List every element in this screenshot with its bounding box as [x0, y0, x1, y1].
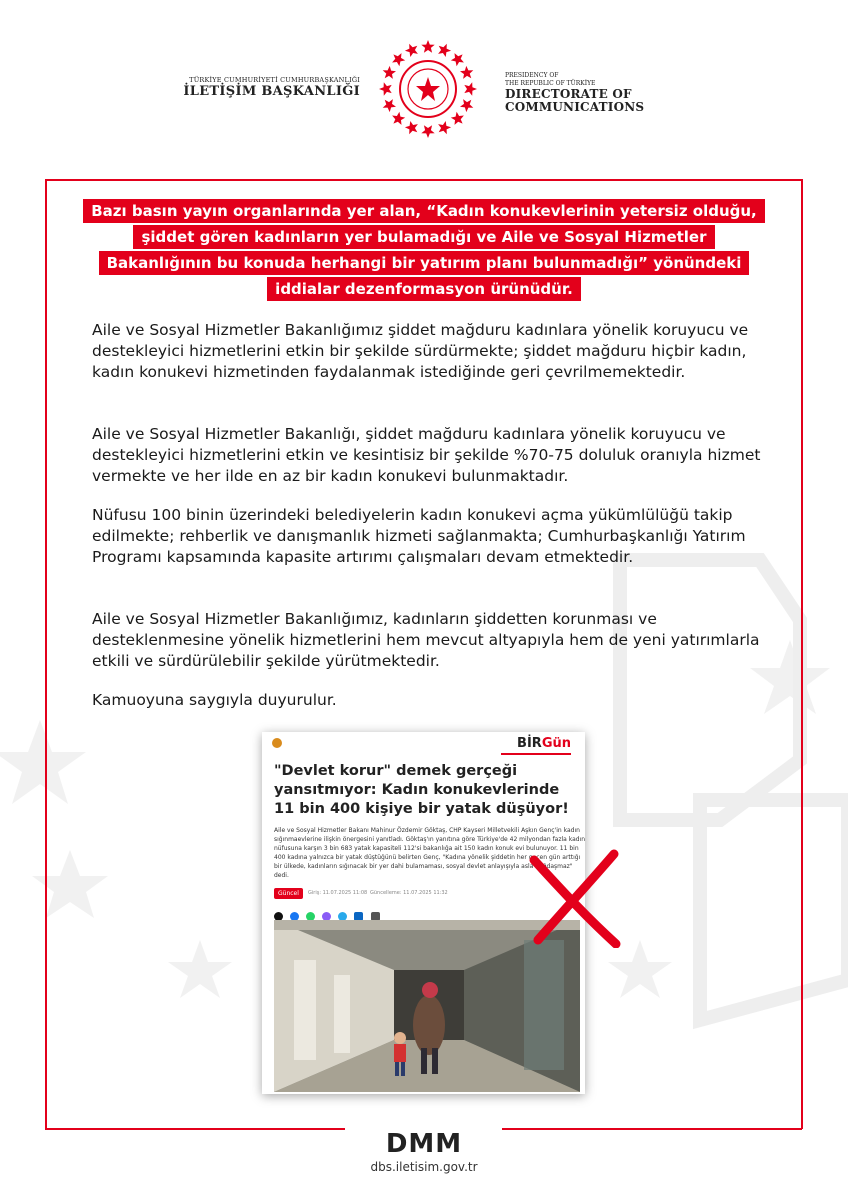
frame-bottom-right-line [502, 1128, 802, 1130]
emblem-star [405, 44, 418, 57]
paragraph-2: Aile ve Sosyal Hizmetler Bakanlığı, şiddet mağduru kadınlara yönelik koruyucu ve destekleyici hizmetlerini etkin ve kesintisiz bir şekilde %70-75 doluluk oranıyla hizmet vermekte ve her ilde en az bir kadın konukevi bulunmaktadır. [92, 425, 761, 485]
emblem-star [405, 121, 418, 134]
header-left [170, 76, 360, 99]
emblem-star [392, 112, 405, 125]
emblem-star [451, 112, 464, 125]
emblem-star [451, 53, 464, 66]
share-icons [274, 906, 380, 916]
frame-top-line [45, 179, 802, 181]
header-right-line-1: PRESIDENCY OF [505, 72, 559, 79]
closing-line: Kamuoyuna saygıyla duyurulur. [92, 691, 337, 709]
emblem-star [464, 82, 477, 95]
emblem-star [392, 53, 405, 66]
headline-line: şiddet gören kadınların yer bulamadığı ve Aile ve Sosyal Hizmetler [133, 225, 714, 249]
header-right-line-2: THE REPUBLIC OF TÜRKİYE [505, 80, 596, 87]
frame-right-line [801, 179, 803, 1129]
emblem-star [460, 99, 473, 112]
headline-line: Bazı basın yayın organlarında yer alan, “Kadın konukevlerinin yetersiz olduğu, [83, 199, 765, 223]
header-right-title-2: COMMUNICATIONS [505, 100, 645, 114]
paragraph-3: Nüfusu 100 binin üzerindeki belediyelerin kadın konukevi açma yükümlülüğü takip edilmekte; rehberlik ve danışmanlık hizmeti sağlanmakta; Cumhurbaşkanlığı Yatırım Programı kapsamında kapasite artırımı çalışmaları devam etmektedir. [92, 506, 746, 566]
header-left-subtitle: TÜRKİYE CUMHURİYETİ CUMHURBAŞKANLIĞI [189, 76, 360, 84]
updated-date: Güncelleme: 11.07.2025 11:32 [370, 890, 448, 896]
paragraph-4: Aile ve Sosyal Hizmetler Bakanlığımız, kadınların şiddetten korunması ve desteklenmesine yönelik hizmetlerini hem mevcut altyapıyla hem de yeni yatırımlarla etkili ve sürdürülebilir şekilde yürütmektedir. [92, 610, 760, 670]
emblem-logo [376, 37, 480, 141]
logo-underline [501, 753, 571, 755]
emblem-star [460, 66, 473, 79]
site-icon [272, 738, 282, 748]
headline-block [70, 198, 778, 302]
birgun-logo-gun: Gün [541, 736, 571, 751]
frame-bottom-left-line [45, 1128, 345, 1130]
emblem-star [383, 66, 396, 79]
headline-line: Bakanlığının bu konuda herhangi bir yatırım planı bulunmadığı” yönündeki [99, 251, 750, 275]
footer-logo: DMM [385, 1129, 463, 1159]
emblem-star [383, 99, 396, 112]
news-title: "Devlet korur" demek gerçeği yansıtmıyor: Kadın konukevlerinde 11 bin 400 kişiye bir yatak düşüyor! [274, 763, 569, 817]
birgun-logo [517, 736, 571, 751]
header-left-title: İLETİŞİM BAŞKANLIĞI [183, 84, 360, 99]
emblem-star [421, 125, 434, 138]
published-date: Giriş: 11.07.2025 11:08 [308, 890, 368, 896]
red-cross-mark [528, 848, 624, 948]
emblem-star [438, 44, 451, 57]
header-right-title-1: DIRECTORATE OF [505, 87, 632, 101]
birgun-logo-bir: BİR [517, 736, 542, 751]
paragraph-1: Aile ve Sosyal Hizmetler Bakanlığımız şiddet mağduru kadınlara yönelik koruyucu ve destekleyici hizmetlerini etkin bir şekilde sürdürmekte; şiddet mağduru hiçbir kadın, kadın konukevi hizmetinden faydalanmak istediğinde geri çevrilmemektedir. [92, 321, 749, 381]
emblem-star [438, 121, 451, 134]
frame-left-line [45, 179, 47, 1129]
footer-url[interactable]: dbs.iletisim.gov.tr [370, 1160, 478, 1174]
emblem-star [379, 82, 392, 95]
news-summary: Aile ve Sosyal Hizmetler Bakanı Mahinur Özdemir Göktaş, CHP Kayseri Milletvekili Aşkın Genç'in kadın sığınmaevlerine ilişkin önergesini yanıtladı. Göktaş'ın yanıtına göre Türkiye'de 42 milyondan fazla kadın nüfusuna karşın 3 bin 683 yatak kapasiteli 112'si bakanlığa ait 150 kadın konuk evi bulunuyor. 11 bin 400 kadına yalnızca bir yatak düştüğünü belirten Genç, "Kadına yönelik şiddetin her geçen gün arttığı bir ülkede, kadınların sığınacak bir yer dahi bulamaması, sosyal devlet anlayışıyla asla bağdaşmaz" dedi. [274, 827, 586, 879]
header-right [505, 72, 705, 114]
category-tag: Güncel [274, 888, 303, 899]
emblem-star [421, 40, 434, 53]
headline-line: iddialar dezenformasyon ürünüdür. [267, 277, 581, 301]
